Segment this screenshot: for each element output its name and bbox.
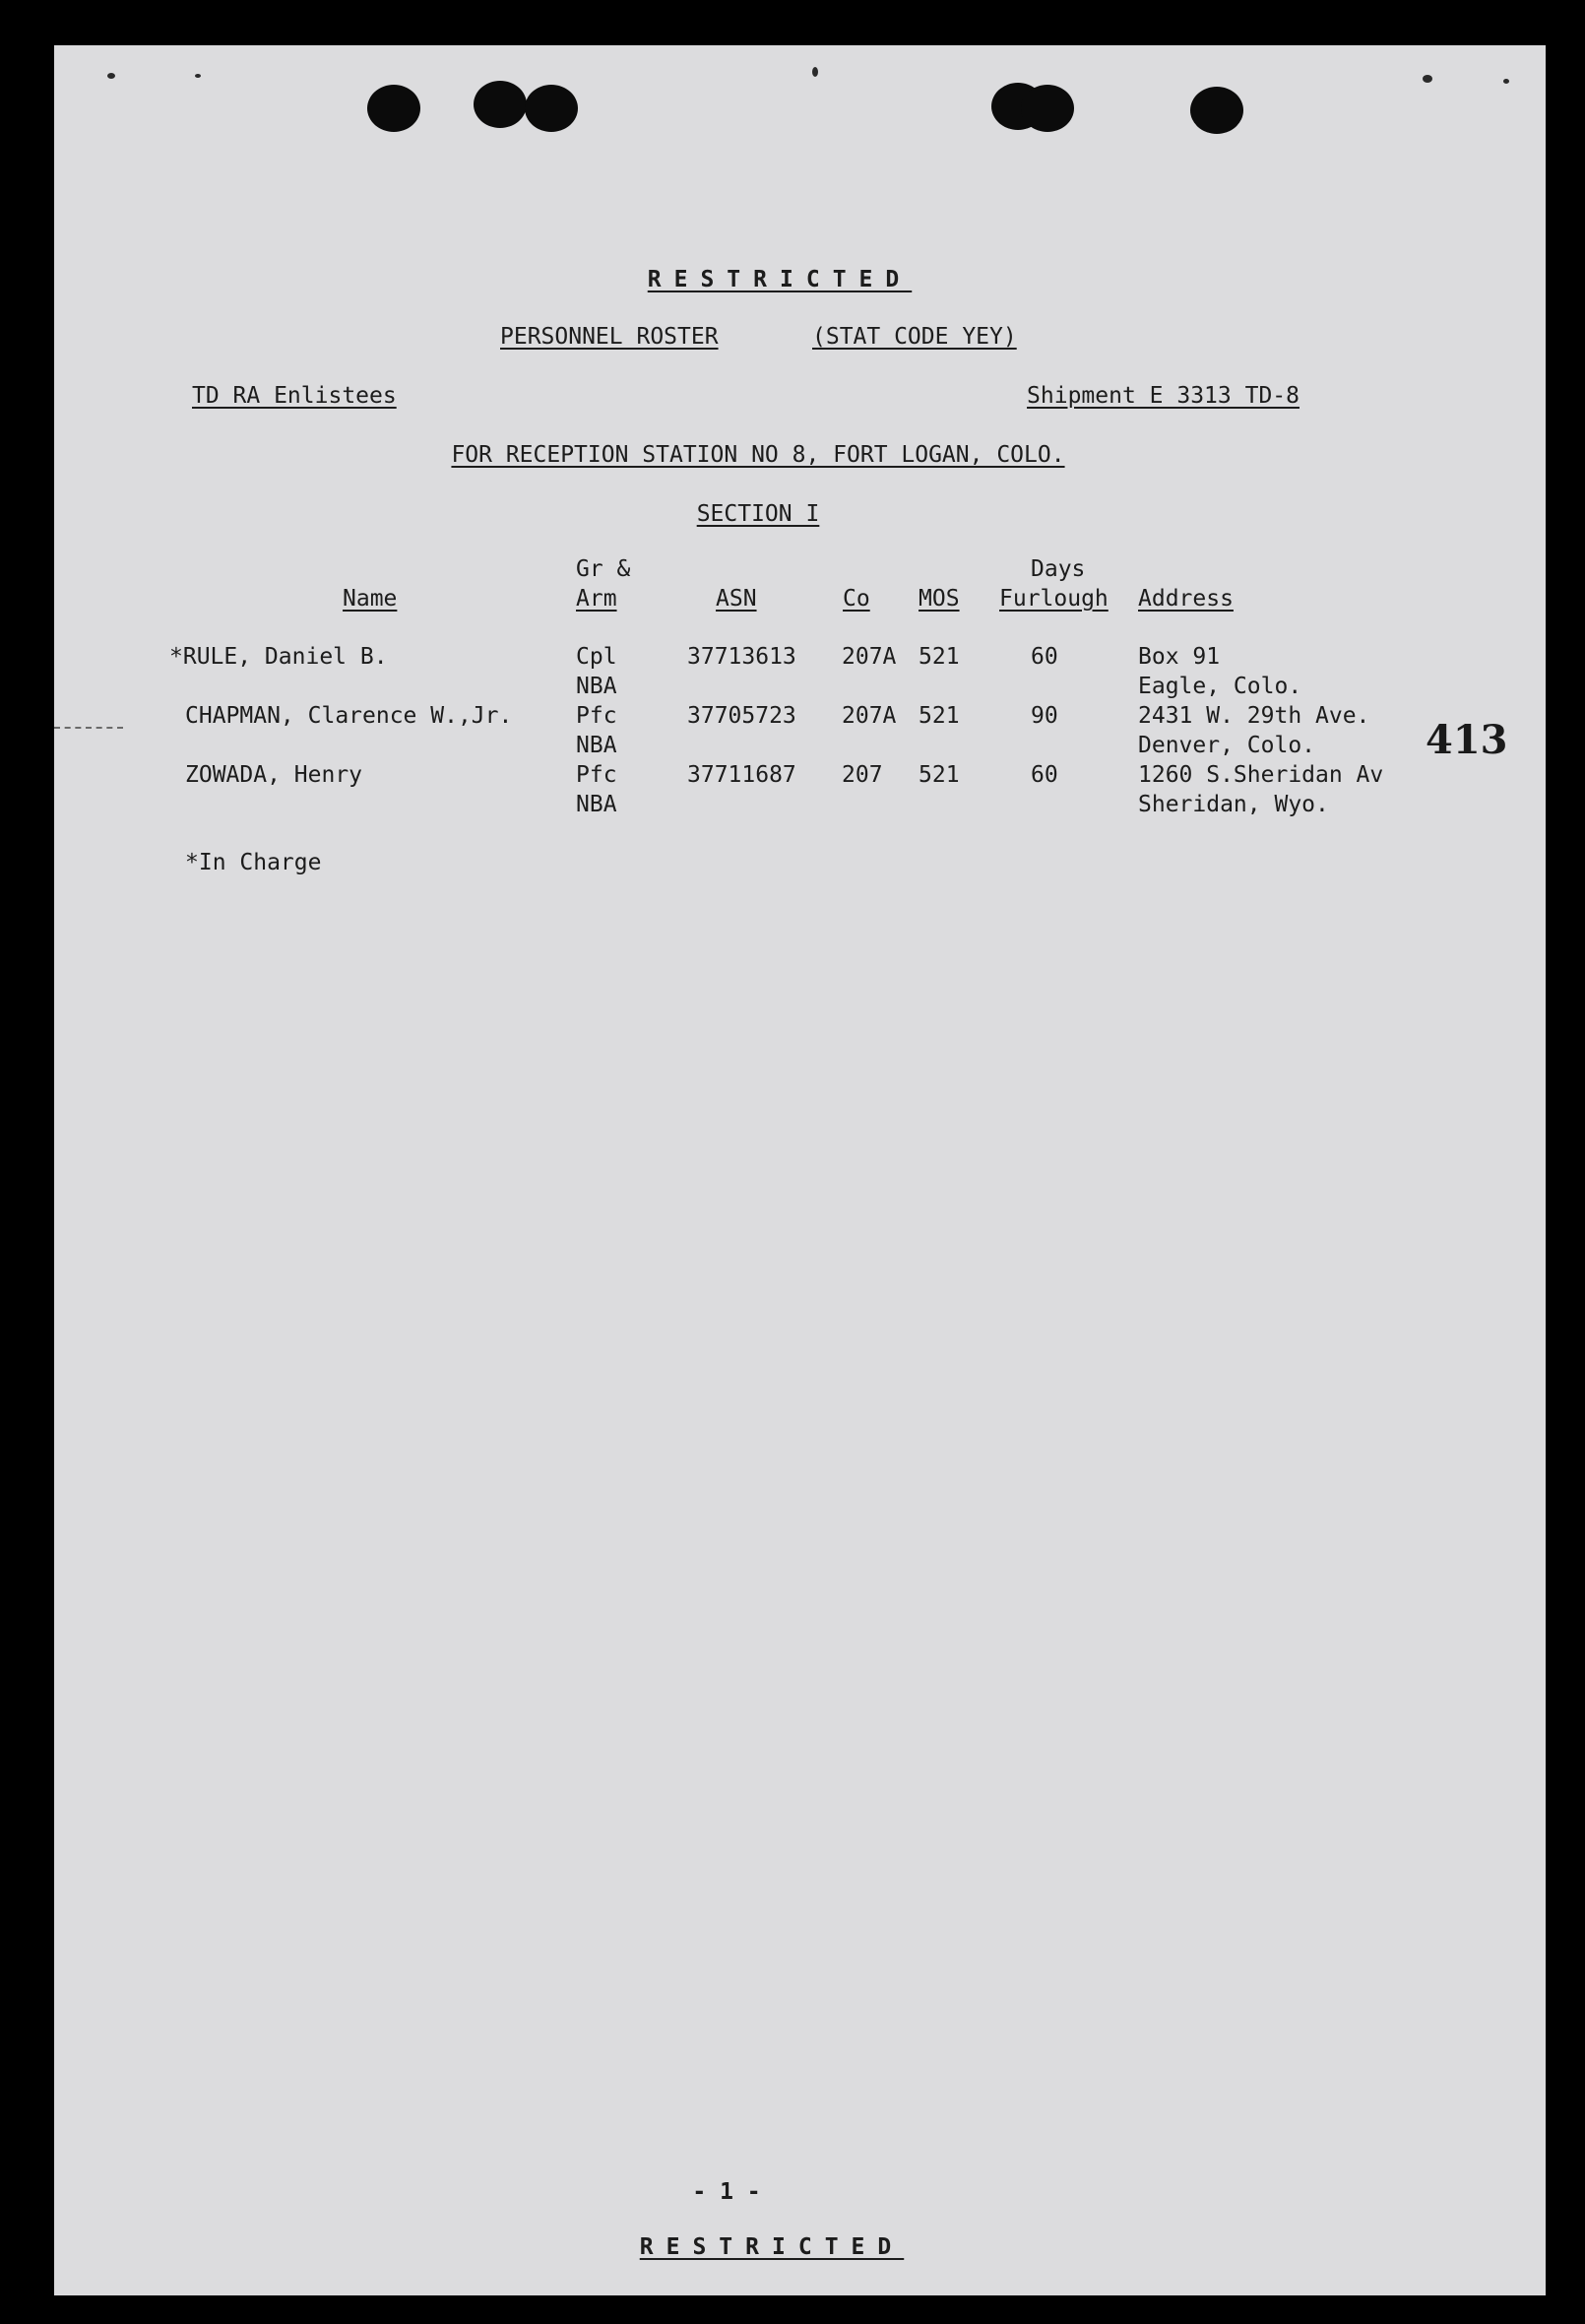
roster-title: PERSONNEL ROSTER — [500, 324, 719, 350]
classification-top: RESTRICTED — [647, 267, 913, 292]
col-days-bottom: Furlough — [999, 586, 1109, 612]
row-name: CHAPMAN, Clarence W.,Jr. — [185, 703, 513, 729]
row-co: 207 — [842, 762, 883, 788]
footnote: *In Charge — [185, 850, 322, 875]
row-mos: 521 — [919, 644, 960, 670]
col-asn: ASN — [716, 586, 757, 612]
row-days: 90 — [1031, 703, 1058, 729]
row-address-line1: 2431 W. 29th Ave. — [1138, 703, 1370, 729]
row-asn: 37713613 — [687, 644, 796, 670]
row-mos: 521 — [919, 703, 960, 729]
row-asn: 37711687 — [687, 762, 796, 788]
paper-speck — [195, 74, 201, 78]
row-address-line1: 1260 S.Sheridan Av — [1138, 762, 1384, 788]
stamped-number: 413 — [1426, 717, 1508, 763]
document-page — [54, 45, 1546, 2295]
row-days: 60 — [1031, 762, 1058, 788]
row-mos: 521 — [919, 762, 960, 788]
col-name: Name — [343, 586, 398, 612]
row-name: *RULE, Daniel B. — [169, 644, 388, 670]
edge-mark — [54, 727, 123, 729]
row-grade: Cpl — [576, 644, 617, 670]
row-arm: NBA — [576, 792, 617, 817]
punch-hole — [1021, 85, 1074, 132]
col-grade-arm-top: Gr & — [576, 556, 631, 582]
col-address: Address — [1138, 586, 1234, 612]
row-arm: NBA — [576, 674, 617, 699]
punch-hole — [1190, 87, 1243, 134]
destination-line: FOR RECEPTION STATION NO 8, FORT LOGAN, COLO. — [451, 442, 1065, 468]
row-co: 207A — [842, 703, 897, 729]
col-mos: MOS — [919, 586, 960, 612]
row-co: 207A — [842, 644, 897, 670]
row-days: 60 — [1031, 644, 1058, 670]
paper-speck — [1423, 75, 1432, 83]
row-asn: 37705723 — [687, 703, 796, 729]
page-number: - 1 - — [692, 2179, 761, 2205]
row-address-line2: Sheridan, Wyo. — [1138, 792, 1329, 817]
row-address-line2: Denver, Colo. — [1138, 733, 1316, 758]
row-grade: Pfc — [576, 762, 617, 788]
row-arm: NBA — [576, 733, 617, 758]
row-name: ZOWADA, Henry — [185, 762, 363, 788]
stat-code: (STAT CODE YEY) — [812, 324, 1017, 350]
section-heading: SECTION I — [696, 501, 820, 527]
punch-hole — [474, 81, 527, 128]
paper-speck — [1503, 79, 1509, 84]
shipment-label: Shipment E 3313 TD-8 — [1027, 383, 1300, 409]
enlistees-label: TD RA Enlistees — [192, 383, 397, 409]
punch-hole — [525, 85, 578, 132]
row-grade: Pfc — [576, 703, 617, 729]
punch-hole — [367, 85, 420, 132]
col-grade-arm-bottom: Arm — [576, 586, 617, 612]
paper-speck — [107, 73, 115, 79]
paper-speck — [812, 67, 818, 77]
row-address-line2: Eagle, Colo. — [1138, 674, 1302, 699]
col-days-top: Days — [1031, 556, 1086, 582]
classification-bottom: RESTRICTED — [639, 2234, 905, 2260]
col-co: Co — [843, 586, 870, 612]
row-address-line1: Box 91 — [1138, 644, 1221, 670]
